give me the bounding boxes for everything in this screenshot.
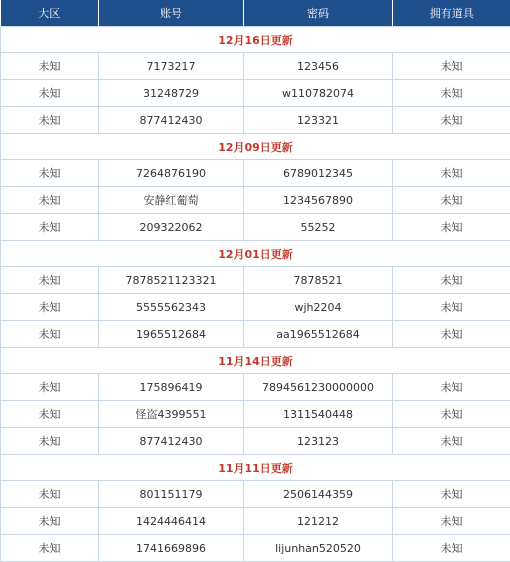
cell-region: 未知	[1, 160, 99, 187]
cell-items: 未知	[393, 401, 510, 428]
table-row	[1, 294, 510, 321]
table-row	[1, 80, 510, 107]
cell-account: 5555562343	[99, 294, 244, 321]
cell-password: 6789012345	[244, 160, 393, 187]
cell-password: w110782074	[244, 80, 393, 107]
cell-items: 未知	[393, 187, 510, 214]
section-title: 11月11日更新	[1, 455, 510, 481]
table-row	[1, 267, 510, 294]
cell-password: 123321	[244, 107, 393, 134]
table-row	[1, 481, 510, 508]
cell-account: 1741669896	[99, 535, 244, 562]
cell-region: 未知	[1, 80, 99, 107]
section-row	[1, 27, 510, 53]
cell-password: lijunhan520520	[244, 535, 393, 562]
table-row	[1, 160, 510, 187]
table-header	[1, 0, 510, 27]
cell-password: 121212	[244, 508, 393, 535]
cell-items: 未知	[393, 80, 510, 107]
cell-account: 209322062	[99, 214, 244, 241]
cell-password: wjh2204	[244, 294, 393, 321]
cell-items: 未知	[393, 53, 510, 80]
cell-items: 未知	[393, 535, 510, 562]
cell-region: 未知	[1, 267, 99, 294]
header-region: 大区	[1, 0, 99, 27]
table-row	[1, 107, 510, 134]
cell-password: 123123	[244, 428, 393, 455]
cell-account: 175896419	[99, 374, 244, 401]
cell-account: 怪盗4399551	[99, 401, 244, 428]
cell-account: 1965512684	[99, 321, 244, 348]
cell-account: 7878521123321	[99, 267, 244, 294]
table-row	[1, 53, 510, 80]
cell-region: 未知	[1, 187, 99, 214]
section-row	[1, 348, 510, 374]
cell-password: 7878521	[244, 267, 393, 294]
table-row	[1, 374, 510, 401]
cell-items: 未知	[393, 294, 510, 321]
cell-account: 7264876190	[99, 160, 244, 187]
cell-password: 123456	[244, 53, 393, 80]
cell-account: 7173217	[99, 53, 244, 80]
cell-password: aa1965512684	[244, 321, 393, 348]
cell-items: 未知	[393, 508, 510, 535]
cell-region: 未知	[1, 508, 99, 535]
cell-password: 1234567890	[244, 187, 393, 214]
cell-items: 未知	[393, 374, 510, 401]
cell-password: 2506144359	[244, 481, 393, 508]
cell-account: 31248729	[99, 80, 244, 107]
header-account: 账号	[99, 0, 244, 27]
cell-region: 未知	[1, 535, 99, 562]
table-row	[1, 535, 510, 562]
header-password: 密码	[244, 0, 393, 27]
cell-region: 未知	[1, 294, 99, 321]
cell-password: 7894561230000000	[244, 374, 393, 401]
cell-items: 未知	[393, 267, 510, 294]
cell-items: 未知	[393, 321, 510, 348]
cell-items: 未知	[393, 481, 510, 508]
cell-region: 未知	[1, 374, 99, 401]
section-row	[1, 455, 510, 481]
table-row	[1, 214, 510, 241]
cell-account: 1424446414	[99, 508, 244, 535]
cell-items: 未知	[393, 160, 510, 187]
cell-password: 55252	[244, 214, 393, 241]
table-body	[1, 27, 510, 562]
table-row	[1, 321, 510, 348]
table-row	[1, 187, 510, 214]
section-row	[1, 241, 510, 267]
cell-region: 未知	[1, 401, 99, 428]
section-title: 12月01日更新	[1, 241, 510, 267]
header-items: 拥有道具	[393, 0, 510, 27]
cell-region: 未知	[1, 321, 99, 348]
section-title: 12月09日更新	[1, 134, 510, 160]
cell-region: 未知	[1, 53, 99, 80]
header-row	[1, 0, 510, 27]
cell-items: 未知	[393, 214, 510, 241]
cell-region: 未知	[1, 107, 99, 134]
cell-region: 未知	[1, 428, 99, 455]
table-row	[1, 401, 510, 428]
cell-account: 877412430	[99, 107, 244, 134]
cell-account: 877412430	[99, 428, 244, 455]
section-title: 11月14日更新	[1, 348, 510, 374]
section-row	[1, 134, 510, 160]
cell-account: 801151179	[99, 481, 244, 508]
cell-password: 1311540448	[244, 401, 393, 428]
cell-region: 未知	[1, 481, 99, 508]
section-title: 12月16日更新	[1, 27, 510, 53]
cell-items: 未知	[393, 107, 510, 134]
cell-region: 未知	[1, 214, 99, 241]
table-row	[1, 508, 510, 535]
table-row	[1, 428, 510, 455]
cell-items: 未知	[393, 428, 510, 455]
cell-account: 安静红葡萄	[99, 187, 244, 214]
